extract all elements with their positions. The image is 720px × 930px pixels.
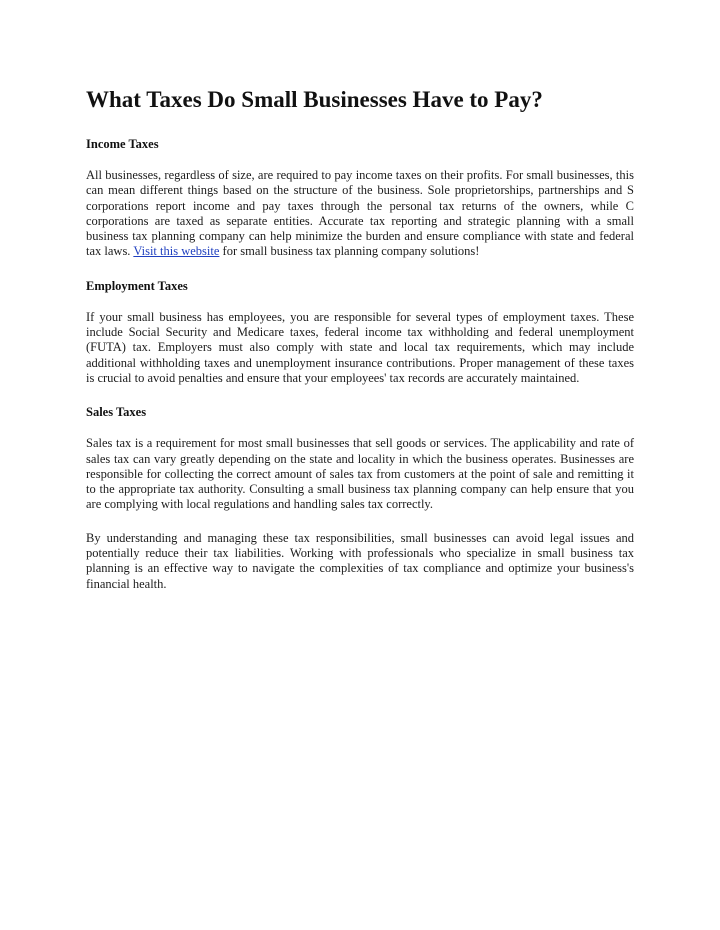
page-title: What Taxes Do Small Businesses Have to Pay? <box>86 87 543 112</box>
visit-website-link[interactable]: Visit this website <box>133 244 220 259</box>
paragraph-text: All businesses, regardless of size, are required to pay income taxes on their profits. For small businesses, this can mean different things based on the structure of the business. Sole proprietorships, partnerships and S corporations report income and pay taxes through the personal tax returns of the owners, while C corporations are taxed as separate entities. Accurate tax reporting and strategic planning with a small business tax planning company can help minimize the burden and ensure compliance with state and federal tax laws. <box>86 168 634 259</box>
section-paragraph: Sales tax is a requirement for most small businesses that sell goods or services. The applicability and rate of sales tax can vary greatly depending on the state and locality in which the business operates. Businesses are responsible for collecting the correct amount of sales tax from customers at the point of sale and remitting it to the appropriate tax authority. Consulting a small business tax planning company can help ensure that you are complying with local regulations and handling sales tax correctly. <box>86 436 634 512</box>
paragraph-text: for small business tax planning company solutions! <box>219 244 480 259</box>
section-sales-taxes <box>86 404 634 512</box>
closing-paragraph: By understanding and managing these tax responsibilities, small businesses can avoid legal issues and potentially reduce their tax liabilities. Working with professionals who specialize in small business tax planning is an effective way to navigate the complexities of tax compliance and optimize your business's financial health. <box>86 530 634 591</box>
section-employment-taxes <box>86 278 634 386</box>
section-heading: Income Taxes <box>86 137 159 151</box>
section-heading: Employment Taxes <box>86 278 188 293</box>
section-paragraph: If your small business has employees, you are responsible for several types of employment taxes. These include Social Security and Medicare taxes, federal income tax withholding and federal unemployment (FUTA) tax. Employers must also comply with state and local tax requirements, which may include additional withholding taxes and unemployment insurance contributions. Proper management of these taxes is crucial to avoid penalties and ensure that your employees' tax records are accurately maintained. <box>86 309 634 385</box>
section-income-taxes <box>86 136 634 260</box>
document-content <box>86 86 634 610</box>
section-paragraph <box>86 168 634 260</box>
section-heading: Sales Taxes <box>86 405 147 420</box>
